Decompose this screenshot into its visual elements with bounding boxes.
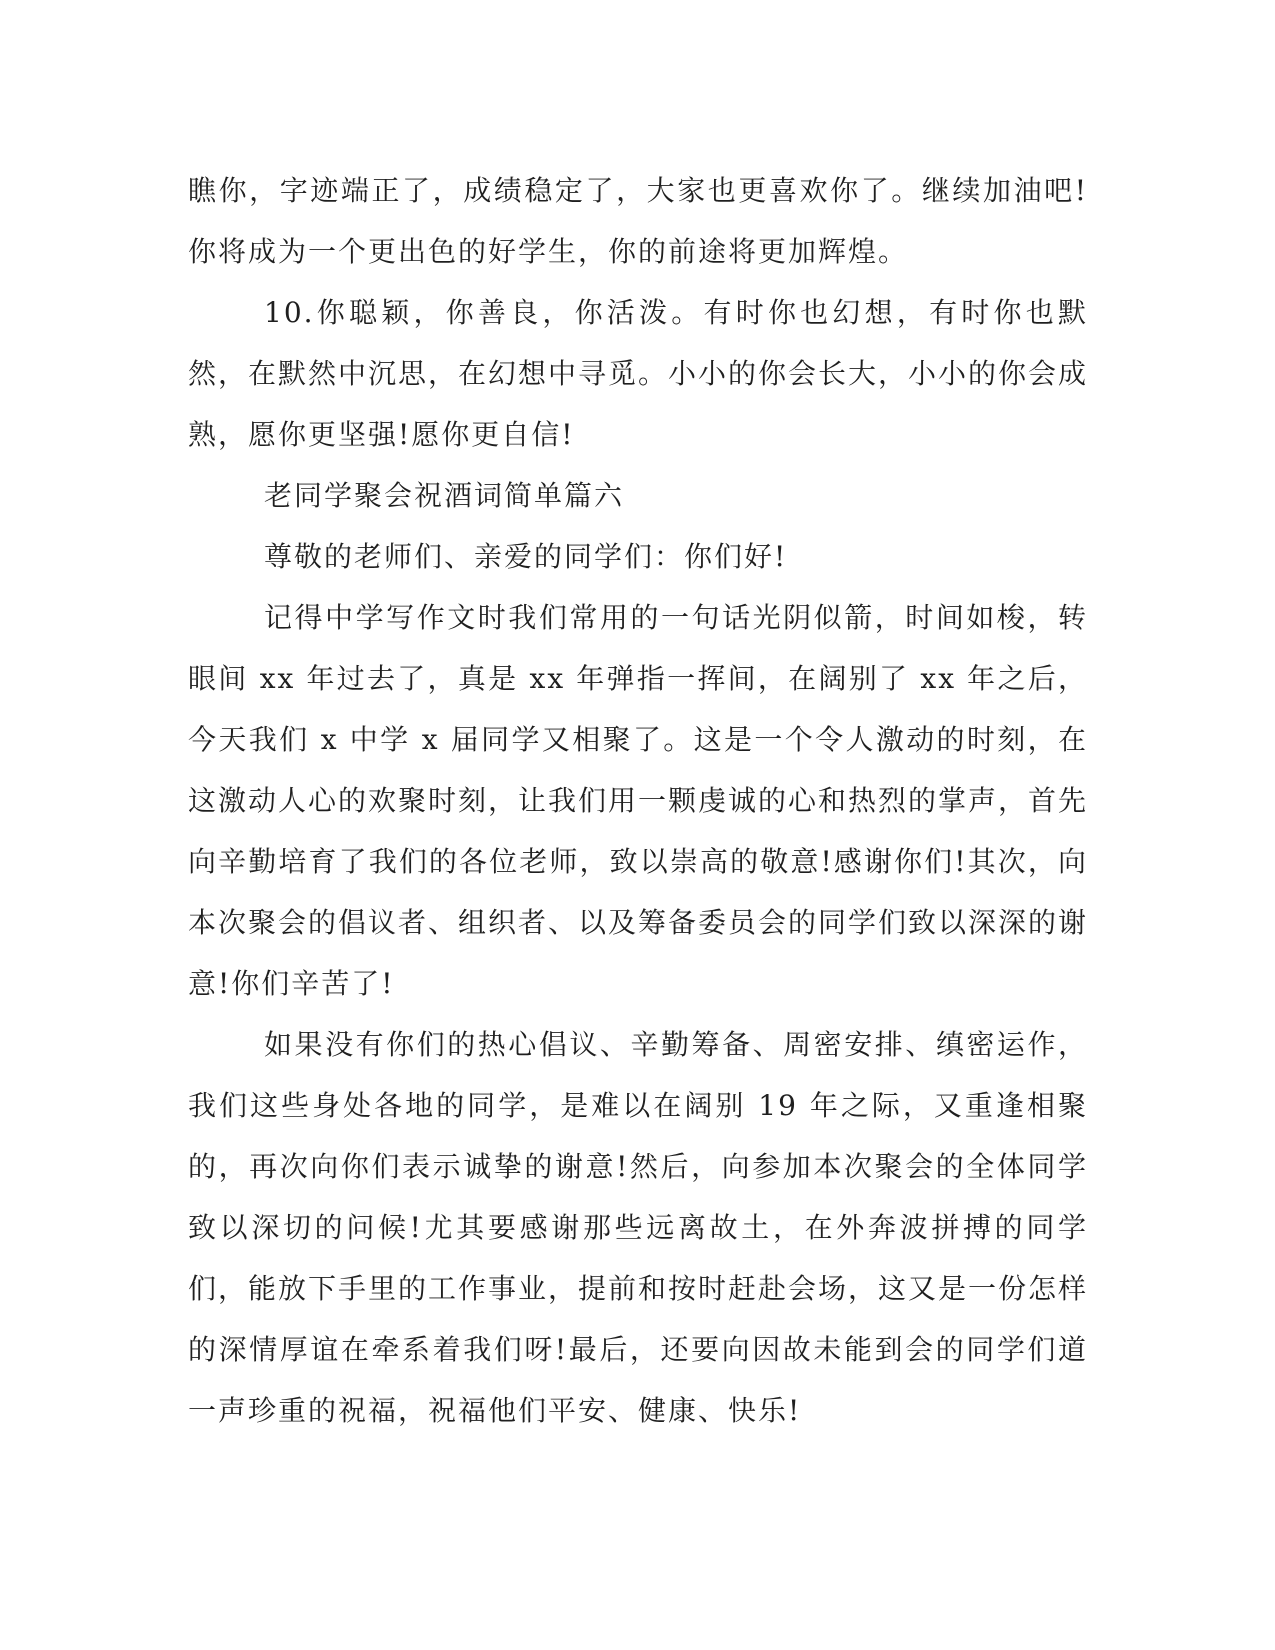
- paragraph-item-10: 10.你聪颖，你善良，你活泼。有时你也幻想，有时你也默然，在默然中沉思，在幻想中寻觅。小小的你会长大，小小的你会成熟，愿你更坚强!愿你更自信!: [188, 296, 1089, 451]
- greeting-line: 尊敬的老师们、亲爱的同学们：你们好!: [264, 540, 788, 573]
- paragraph-body-2: 如果没有你们的热心倡议、辛勤筹备、周密安排、缜密运作，我们这些身处各地的同学，是难以在阔别 19 年之际，又重逢相聚的，再次向你们表示诚挚的谢意!然后，向参加本次聚会的全体同学致以深切的问候!尤其要感谢那些远离故土，在外奔波拼搏的同学们，能放下手里的工作事业，提前和按时赶赴会场，这又是一份怎样的深情厚谊在牵系着我们呀!最后，还要向因故未能到会的同学们道一声珍重的祝福，祝福他们平安、健康、快乐!: [188, 1028, 1089, 1427]
- section-heading: 老同学聚会祝酒词简单篇六: [264, 479, 625, 512]
- paragraph-body-1: 记得中学写作文时我们常用的一句话光阴似箭，时间如梭，转眼间 xx 年过去了，真是 xx 年弹指一挥间，在阔别了 xx 年之后，今天我们 x 中学 x 届同学又相聚了。这是一个令人激动的时刻，在这激动人心的欢聚时刻，让我们用一颗虔诚的心和热烈的掌声，首先向辛勤培育了我们的各位老师，致以崇高的敬意!感谢你们!其次，向本次聚会的倡议者、组织者、以及筹备委员会的同学们致以深深的谢意!你们辛苦了!: [188, 601, 1089, 1000]
- paragraph-continuation: 瞧你，字迹端正了，成绩稳定了，大家也更喜欢你了。继续加油吧!你将成为一个更出色的好学生，你的前途将更加辉煌。: [188, 174, 1088, 268]
- document-body: [188, 160, 1088, 1441]
